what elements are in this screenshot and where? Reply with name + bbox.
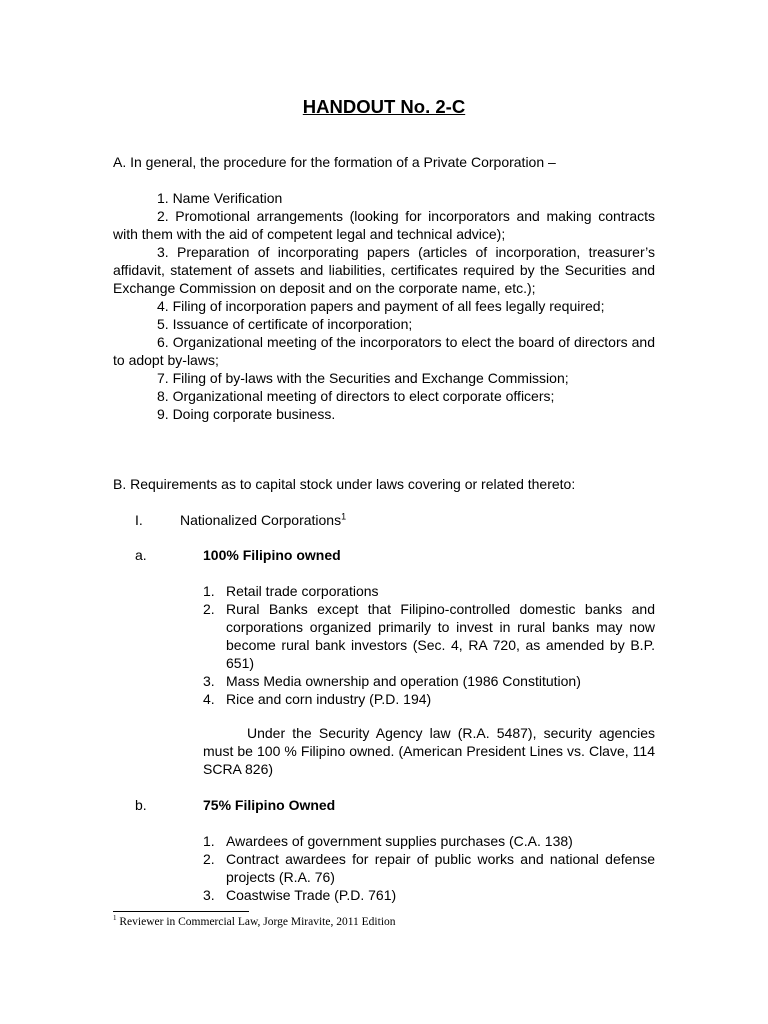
list-item bbox=[203, 850, 655, 886]
procedure-item: 9. Doing corporate business. bbox=[157, 406, 336, 422]
nationalized-heading bbox=[180, 511, 346, 529]
footnote-mark: 1 bbox=[113, 914, 117, 923]
section-a-list bbox=[113, 189, 655, 423]
list-75-percent bbox=[203, 832, 655, 904]
list-text: Rice and corn industry (P.D. 194) bbox=[226, 691, 432, 707]
list-100-percent bbox=[203, 582, 655, 708]
roman-numeral: I. bbox=[135, 512, 143, 528]
procedure-item: 8. Organizational meeting of directors to elect corporate officers; bbox=[157, 388, 555, 404]
sub-title-a: 100% Filipino owned bbox=[203, 547, 341, 563]
nationalized-heading-text: Nationalized Corporations bbox=[180, 512, 342, 528]
list-item bbox=[203, 832, 655, 850]
procedure-item: 5. Issuance of certificate of incorporation; bbox=[157, 316, 413, 332]
procedure-item: 4. Filing of incorporation papers and payment of all fees legally required; bbox=[157, 298, 605, 314]
sub-title-b: 75% Filipino Owned bbox=[203, 797, 336, 813]
security-agency-note: Under the Security Agency law (R.A. 5487), security agencies must be 100 % Filipino owned. (American President Lines vs. Clave, 114 SCRA 826) bbox=[203, 725, 655, 777]
list-number: 3. bbox=[203, 673, 215, 689]
list-item bbox=[203, 886, 655, 904]
footnote-text: Reviewer in Commercial Law, Jorge Miravite, 2011 Edition bbox=[116, 916, 396, 928]
list-item bbox=[203, 690, 655, 708]
section-a-intro: A. In general, the procedure for the formation of a Private Corporation – bbox=[113, 154, 556, 170]
list-text: Mass Media ownership and operation (1986 Constitution) bbox=[226, 673, 581, 689]
footnote-divider bbox=[113, 911, 249, 912]
list-item bbox=[203, 582, 655, 600]
list-number: 1. bbox=[203, 833, 215, 849]
list-number: 1. bbox=[203, 583, 215, 599]
procedure-item: 2. Promotional arrangements (looking for incorporators and making contracts with them with the aid of competent legal and technical advice); bbox=[113, 208, 655, 242]
list-text: Contract awardees for repair of public works and national defense projects (R.A. 76) bbox=[226, 851, 655, 885]
procedure-item: 6. Organizational meeting of the incorporators to elect the board of directors and to adopt by-laws; bbox=[113, 334, 655, 368]
procedure-item: 7. Filing of by-laws with the Securities and Exchange Commission; bbox=[157, 370, 569, 386]
sub-letter-a: a. bbox=[135, 547, 147, 563]
procedure-item: 1. Name Verification bbox=[157, 190, 283, 206]
list-text: Rural Banks except that Filipino-controlled domestic banks and corporations organized primarily to invest in rural banks may now become rural bank investors (Sec. 4, RA 720, as amended by B.P. 651) bbox=[226, 601, 655, 671]
list-number: 3. bbox=[203, 887, 215, 903]
list-item bbox=[203, 672, 655, 690]
list-text: Coastwise Trade (P.D. 761) bbox=[226, 887, 397, 903]
list-number: 2. bbox=[203, 851, 215, 867]
title-text: HANDOUT No. 2-C bbox=[302, 96, 466, 117]
list-text: Retail trade corporations bbox=[226, 583, 379, 599]
list-number: 2. bbox=[203, 601, 215, 617]
footnote-reference: 1 bbox=[341, 511, 347, 522]
procedure-item: 3. Preparation of incorporating papers (articles of incorporation, treasurer’s affidavit, statement of assets and liabilities, certificates required by the Securities and Exchange Commission on deposit and on the corporate name, etc.); bbox=[113, 244, 655, 296]
sub-letter-b: b. bbox=[135, 797, 147, 813]
list-number: 4. bbox=[203, 691, 215, 707]
footnote bbox=[113, 915, 396, 929]
list-item bbox=[203, 600, 655, 672]
page-title bbox=[0, 96, 768, 118]
section-b-intro: B. Requirements as to capital stock under laws covering or related thereto: bbox=[113, 476, 576, 492]
list-text: Awardees of government supplies purchases (C.A. 138) bbox=[226, 833, 573, 849]
